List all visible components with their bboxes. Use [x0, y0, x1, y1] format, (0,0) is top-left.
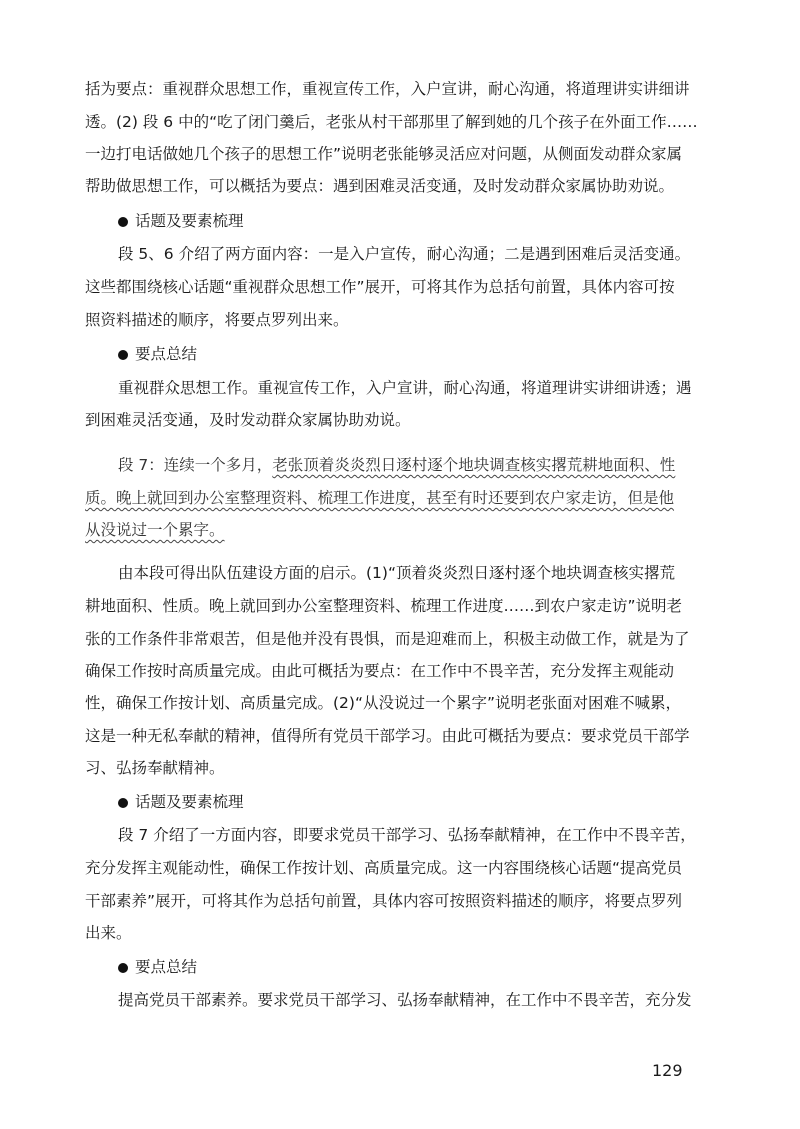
section-heading — [118, 344, 197, 364]
body-text-line: 张的工作条件非常艰苦，但是他并没有畏惧，而是迎难而上，积极主动做工作，就是为了 — [85, 630, 690, 648]
bullet-dot-icon — [118, 963, 128, 973]
body-text-line: 到困难灵活变通，及时发动群众家属协助劝说。 — [85, 411, 411, 429]
body-text-line: 括为要点：重视群众思想工作，重视宣传工作，入户宣讲，耐心沟通，将道理讲实讲细讲 — [85, 80, 690, 98]
body-text-line: 一边打电话做她几个孩子的思想工作”说明老张能够灵活应对问题，从侧面发动群众家属 — [85, 145, 683, 163]
body-text-line: 充分发挥主观能动性，确保工作按计划、高质量完成。这一内容围绕核心话题“提高党员 — [85, 859, 683, 877]
body-text-line: 耕地面积、性质。晚上就回到办公室整理资料、梳理工作进度……到农户家走访”说明老 — [85, 597, 683, 615]
underlined-quote: 质。晚上就回到办公室整理资料、梳理工作进度，甚至有时还要到农户家走访，但是他 — [85, 489, 675, 507]
body-text-line: 这是一种无私奉献的精神，值得所有党员干部学习。由此可概括为要点：要求党员干部学 — [85, 727, 690, 745]
body-text-line: 透。(2) 段 6 中的“吃了闭门羹后，老张从村干部那里了解到她的几个孩子在外面工作…… — [85, 113, 698, 131]
section-heading-text: 要点总结 — [135, 958, 198, 976]
body-text-line: 由本段可得出队伍建设方面的启示。(1)“顶着炎炎烈日逐村逐个地块调查核实撂荒 — [118, 564, 675, 582]
body-text-line: 重视群众思想工作。重视宣传工作，入户宣讲，耐心沟通，将道理讲实讲细讲透；遇 — [118, 379, 692, 397]
section-heading-text: 话题及要素梳理 — [135, 793, 244, 811]
body-text-line: 习、弘扬奉献精神。 — [85, 759, 225, 777]
bullet-dot-icon — [118, 350, 128, 360]
section-heading — [118, 957, 197, 977]
body-text-line: 性，确保工作按计划、高质量完成。(2)“从没说过一个累字”说明老张面对困难不喊累， — [85, 694, 682, 712]
body-text-line: 出来。 — [85, 924, 132, 942]
section-heading — [118, 211, 244, 231]
section-heading-text: 要点总结 — [135, 345, 198, 363]
body-text-line: 段 7 介绍了一方面内容，即要求党员干部学习、弘扬奉献精神，在工作中不畏辛苦， — [118, 826, 696, 844]
underlined-quote: 从没说过一个累字。 — [85, 521, 225, 539]
body-text-line: 这些都围绕核心话题“重视群众思想工作”展开，可将其作为总括句前置，具体内容可按 — [85, 278, 675, 296]
section-heading-text: 话题及要素梳理 — [135, 212, 244, 230]
bullet-dot-icon — [118, 798, 128, 808]
quoted-material-prefix: 段 7：连续一个多月， — [118, 456, 273, 474]
bullet-dot-icon — [118, 217, 128, 227]
page-number: 129 — [652, 1061, 683, 1080]
section-heading — [118, 792, 244, 812]
body-text-line: 照资料描述的顺序，将要点罗列出来。 — [85, 311, 349, 329]
body-text-line: 帮助做思想工作，可以概括为要点：遇到困难灵活变通，及时发动群众家属协助劝说。 — [85, 177, 675, 195]
underlined-quote: 老张顶着炎炎烈日逐村逐个地块调查核实撂荒耕地面积、性 — [272, 456, 676, 474]
body-text-line: 段 5、6 介绍了两方面内容：一是入户宣传，耐心沟通；二是遇到困难后灵活变通。 — [118, 245, 691, 263]
quoted-material-line — [118, 455, 675, 475]
body-text-line: 确保工作按时高质量完成。由此可概括为要点：在工作中不畏辛苦，充分发挥主观能动 — [85, 662, 675, 680]
body-text-line: 提高党员干部素养。要求党员干部学习、弘扬奉献精神，在工作中不畏辛苦，充分发 — [118, 991, 692, 1009]
body-text-line: 干部素养”展开，可将其作为总括句前置，具体内容可按照资料描述的顺序，将要点罗列 — [85, 892, 683, 910]
